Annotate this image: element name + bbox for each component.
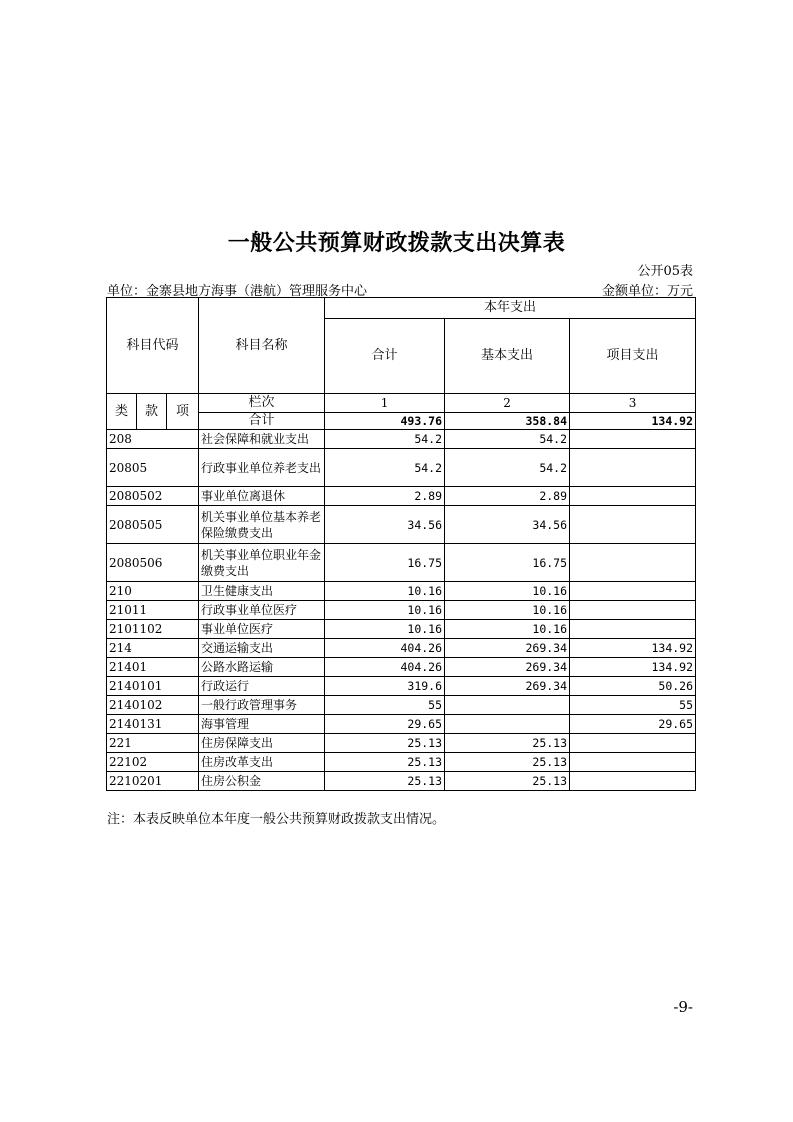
table-row bbox=[107, 582, 696, 601]
header-subject-code: 科目代码 bbox=[107, 298, 199, 394]
row-name: 住房保障支出 bbox=[199, 734, 325, 753]
row-total: 10.16 bbox=[325, 620, 445, 639]
table-row bbox=[107, 772, 696, 791]
row-basic: 54.2 bbox=[445, 430, 570, 449]
table-row bbox=[107, 544, 696, 582]
row-basic: 269.34 bbox=[445, 677, 570, 696]
table-row bbox=[107, 601, 696, 620]
row-code: 21401 bbox=[107, 658, 199, 677]
row-code: 20805 bbox=[107, 449, 199, 487]
row-name: 一般行政管理事务 bbox=[199, 696, 325, 715]
money-unit-label: 金额单位：万元 bbox=[601, 284, 693, 299]
row-project bbox=[570, 601, 696, 620]
row-name: 海事管理 bbox=[199, 715, 325, 734]
column-number-1: 1 bbox=[325, 394, 445, 413]
header-basic: 基本支出 bbox=[445, 319, 570, 394]
row-name: 事业单位离退休 bbox=[199, 487, 325, 506]
row-basic: 10.16 bbox=[445, 620, 570, 639]
row-project bbox=[570, 753, 696, 772]
row-name: 住房改革支出 bbox=[199, 753, 325, 772]
column-number-3: 3 bbox=[570, 394, 696, 413]
row-total: 16.75 bbox=[325, 544, 445, 582]
table-row bbox=[107, 620, 696, 639]
header-xiang: 项 bbox=[167, 394, 199, 430]
row-total: 10.16 bbox=[325, 601, 445, 620]
row-total: 55 bbox=[325, 696, 445, 715]
row-basic: 10.16 bbox=[445, 582, 570, 601]
table-row bbox=[107, 715, 696, 734]
header-column-order: 栏次 bbox=[199, 394, 325, 413]
row-name: 行政运行 bbox=[199, 677, 325, 696]
row-code: 2080506 bbox=[107, 544, 199, 582]
row-basic bbox=[445, 696, 570, 715]
footnote: 注：本表反映单位本年度一般公共预算财政拨款支出情况。 bbox=[107, 812, 446, 827]
form-code: 公开05表 bbox=[637, 264, 693, 279]
page-title: 一般公共预算财政拨款支出决算表 bbox=[227, 231, 566, 256]
expenditure-table bbox=[106, 297, 696, 791]
row-basic: 2.89 bbox=[445, 487, 570, 506]
row-total: 404.26 bbox=[325, 658, 445, 677]
header-kuan: 款 bbox=[137, 394, 167, 430]
table-row bbox=[107, 658, 696, 677]
row-name: 交通运输支出 bbox=[199, 639, 325, 658]
row-project: 29.65 bbox=[570, 715, 696, 734]
header-current-year: 本年支出 bbox=[325, 298, 696, 319]
row-total: 29.65 bbox=[325, 715, 445, 734]
row-project bbox=[570, 487, 696, 506]
sum-basic: 358.84 bbox=[445, 413, 570, 430]
row-basic: 54.2 bbox=[445, 449, 570, 487]
row-total: 25.13 bbox=[325, 753, 445, 772]
row-total: 25.13 bbox=[325, 772, 445, 791]
row-total: 319.6 bbox=[325, 677, 445, 696]
table-row bbox=[107, 639, 696, 658]
row-code: 214 bbox=[107, 639, 199, 658]
row-name: 机关事业单位基本养老保险缴费支出 bbox=[199, 506, 325, 544]
row-name: 住房公积金 bbox=[199, 772, 325, 791]
row-total: 25.13 bbox=[325, 734, 445, 753]
row-project: 50.26 bbox=[570, 677, 696, 696]
table-body bbox=[107, 430, 696, 791]
header-subject-name: 科目名称 bbox=[199, 298, 325, 394]
row-code: 2140101 bbox=[107, 677, 199, 696]
row-total: 2.89 bbox=[325, 487, 445, 506]
row-basic: 25.13 bbox=[445, 753, 570, 772]
table-row bbox=[107, 430, 696, 449]
sum-total: 493.76 bbox=[325, 413, 445, 430]
row-total: 10.16 bbox=[325, 582, 445, 601]
row-code: 2140131 bbox=[107, 715, 199, 734]
row-project: 134.92 bbox=[570, 639, 696, 658]
table-row bbox=[107, 487, 696, 506]
row-total: 404.26 bbox=[325, 639, 445, 658]
sum-label: 合计 bbox=[199, 413, 325, 430]
header-project: 项目支出 bbox=[570, 319, 696, 394]
row-name: 事业单位医疗 bbox=[199, 620, 325, 639]
column-number-2: 2 bbox=[445, 394, 570, 413]
row-project bbox=[570, 582, 696, 601]
row-total: 54.2 bbox=[325, 430, 445, 449]
header-lei: 类 bbox=[107, 394, 137, 430]
row-basic bbox=[445, 715, 570, 734]
row-code: 2080502 bbox=[107, 487, 199, 506]
table-row bbox=[107, 506, 696, 544]
table-row bbox=[107, 449, 696, 487]
sum-project: 134.92 bbox=[570, 413, 696, 430]
row-name: 社会保障和就业支出 bbox=[199, 430, 325, 449]
row-code: 208 bbox=[107, 430, 199, 449]
row-basic: 269.34 bbox=[445, 639, 570, 658]
row-project bbox=[570, 734, 696, 753]
row-code: 2080505 bbox=[107, 506, 199, 544]
row-project: 55 bbox=[570, 696, 696, 715]
row-project bbox=[570, 449, 696, 487]
page-number: -9- bbox=[673, 998, 693, 1016]
row-basic: 269.34 bbox=[445, 658, 570, 677]
row-total: 34.56 bbox=[325, 506, 445, 544]
row-name: 行政事业单位医疗 bbox=[199, 601, 325, 620]
row-basic: 16.75 bbox=[445, 544, 570, 582]
row-name: 机关事业单位职业年金缴费支出 bbox=[199, 544, 325, 582]
table-row bbox=[107, 753, 696, 772]
row-name: 卫生健康支出 bbox=[199, 582, 325, 601]
unit-label: 单位：金寨县地方海事（港航）管理服务中心 bbox=[107, 284, 368, 299]
row-project bbox=[570, 544, 696, 582]
row-basic: 25.13 bbox=[445, 772, 570, 791]
row-code: 210 bbox=[107, 582, 199, 601]
row-code: 2210201 bbox=[107, 772, 199, 791]
row-total: 54.2 bbox=[325, 449, 445, 487]
row-basic: 34.56 bbox=[445, 506, 570, 544]
table-row bbox=[107, 677, 696, 696]
row-code: 2140102 bbox=[107, 696, 199, 715]
row-code: 22102 bbox=[107, 753, 199, 772]
row-project bbox=[570, 620, 696, 639]
row-basic: 10.16 bbox=[445, 601, 570, 620]
row-project bbox=[570, 506, 696, 544]
row-code: 2101102 bbox=[107, 620, 199, 639]
row-project: 134.92 bbox=[570, 658, 696, 677]
row-name: 行政事业单位养老支出 bbox=[199, 449, 325, 487]
row-name: 公路水路运输 bbox=[199, 658, 325, 677]
row-project bbox=[570, 430, 696, 449]
row-code: 221 bbox=[107, 734, 199, 753]
row-basic: 25.13 bbox=[445, 734, 570, 753]
table-row bbox=[107, 696, 696, 715]
header-total: 合计 bbox=[325, 319, 445, 394]
row-code: 21011 bbox=[107, 601, 199, 620]
row-project bbox=[570, 772, 696, 791]
table-row bbox=[107, 734, 696, 753]
